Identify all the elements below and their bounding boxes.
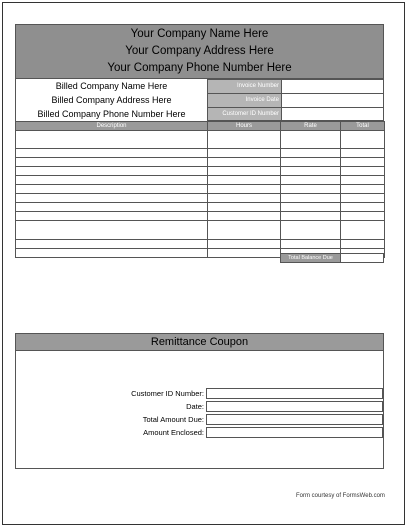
- cell-hours[interactable]: [208, 240, 281, 249]
- cell-rate[interactable]: [281, 212, 341, 221]
- column-header-total: Total: [341, 122, 385, 131]
- total-balance-label: Total Balance Due: [281, 254, 341, 262]
- line-items-body: [16, 131, 385, 258]
- company-address: Your Company Address Here: [125, 45, 274, 57]
- total-balance-field[interactable]: [341, 254, 383, 262]
- customer-id-row: [207, 107, 384, 121]
- cell-description[interactable]: [16, 249, 208, 258]
- cell-hours[interactable]: [208, 212, 281, 221]
- cell-hours[interactable]: [208, 149, 281, 158]
- cell-total[interactable]: [341, 221, 385, 240]
- coupon-customer-id-label: Customer ID Number:: [131, 389, 204, 398]
- table-row: [16, 185, 385, 194]
- cell-rate[interactable]: [281, 240, 341, 249]
- billed-company-name: Billed Company Name Here: [55, 80, 168, 91]
- table-row: [16, 149, 385, 158]
- company-header: [15, 24, 384, 79]
- cell-description[interactable]: [16, 167, 208, 176]
- cell-hours[interactable]: [208, 158, 281, 167]
- cell-hours[interactable]: [208, 194, 281, 203]
- invoice-date-label: Invoice Date: [208, 94, 282, 107]
- invoice-number-row: [207, 79, 384, 93]
- cell-rate[interactable]: [281, 203, 341, 212]
- coupon-amount-enclosed-field[interactable]: [206, 427, 383, 438]
- cell-total[interactable]: [341, 149, 385, 158]
- cell-rate[interactable]: [281, 158, 341, 167]
- billed-company-phone: Billed Company Phone Number Here: [37, 108, 186, 119]
- table-row: [16, 194, 385, 203]
- invoice-date-field[interactable]: [282, 94, 383, 107]
- coupon-date-field[interactable]: [206, 401, 383, 412]
- cell-description[interactable]: [16, 131, 208, 149]
- cell-total[interactable]: [341, 194, 385, 203]
- table-row: [16, 203, 385, 212]
- cell-rate[interactable]: [281, 149, 341, 158]
- cell-total[interactable]: [341, 176, 385, 185]
- coupon-customer-id-field[interactable]: [206, 388, 383, 399]
- cell-description[interactable]: [16, 203, 208, 212]
- coupon-amount-enclosed-row: [60, 426, 383, 438]
- remittance-coupon-title: Remittance Coupon: [15, 333, 384, 351]
- cell-total[interactable]: [341, 212, 385, 221]
- cell-total[interactable]: [341, 167, 385, 176]
- column-header-rate: Rate: [281, 122, 341, 131]
- coupon-customer-id-row: [60, 387, 383, 399]
- cell-hours[interactable]: [208, 131, 281, 149]
- company-phone: Your Company Phone Number Here: [107, 62, 292, 74]
- customer-id-label: Customer ID Number: [208, 108, 282, 120]
- invoice-number-field[interactable]: [282, 80, 383, 93]
- table-row: [16, 176, 385, 185]
- billed-to-block: [15, 79, 207, 121]
- cell-hours[interactable]: [208, 249, 281, 258]
- cell-total[interactable]: [341, 203, 385, 212]
- table-row: [16, 240, 385, 249]
- coupon-total-due-field[interactable]: [206, 414, 383, 425]
- footer-credit: Form courtesy of FormsWeb.com: [296, 493, 385, 499]
- cell-rate[interactable]: [281, 167, 341, 176]
- cell-description[interactable]: [16, 185, 208, 194]
- cell-total[interactable]: [341, 158, 385, 167]
- invoice-date-row: [207, 93, 384, 107]
- cell-description[interactable]: [16, 194, 208, 203]
- coupon-amount-enclosed-label: Amount Enclosed:: [143, 428, 204, 437]
- cell-hours[interactable]: [208, 167, 281, 176]
- cell-hours[interactable]: [208, 176, 281, 185]
- cell-rate[interactable]: [281, 185, 341, 194]
- cell-description[interactable]: [16, 221, 208, 240]
- cell-description[interactable]: [16, 176, 208, 185]
- cell-rate[interactable]: [281, 194, 341, 203]
- cell-description[interactable]: [16, 149, 208, 158]
- customer-id-field[interactable]: [282, 108, 383, 120]
- coupon-total-due-row: [60, 413, 383, 425]
- table-header-row: [16, 122, 385, 131]
- cell-rate[interactable]: [281, 131, 341, 149]
- table-row: [16, 221, 385, 240]
- invoice-fields: [207, 79, 384, 121]
- cell-hours[interactable]: [208, 221, 281, 240]
- cell-total[interactable]: [341, 185, 385, 194]
- invoice-number-label: Invoice Number: [208, 80, 282, 93]
- total-balance-row: [280, 253, 384, 263]
- cell-rate[interactable]: [281, 176, 341, 185]
- company-name: Your Company Name Here: [130, 28, 269, 40]
- column-header-description: Description: [16, 122, 208, 131]
- coupon-date-row: [60, 400, 383, 412]
- table-row: [16, 167, 385, 176]
- cell-description[interactable]: [16, 212, 208, 221]
- column-header-hours: Hours: [208, 122, 281, 131]
- billed-company-address: Billed Company Address Here: [51, 94, 172, 105]
- table-row: [16, 131, 385, 149]
- cell-description[interactable]: [16, 240, 208, 249]
- line-items-table: [15, 121, 385, 258]
- cell-rate[interactable]: [281, 221, 341, 240]
- cell-hours[interactable]: [208, 203, 281, 212]
- coupon-date-label: Date:: [186, 402, 204, 411]
- cell-total[interactable]: [341, 240, 385, 249]
- cell-description[interactable]: [16, 158, 208, 167]
- table-row: [16, 212, 385, 221]
- coupon-total-due-label: Total Amount Due:: [142, 415, 204, 424]
- cell-total[interactable]: [341, 131, 385, 149]
- table-row: [16, 158, 385, 167]
- cell-hours[interactable]: [208, 185, 281, 194]
